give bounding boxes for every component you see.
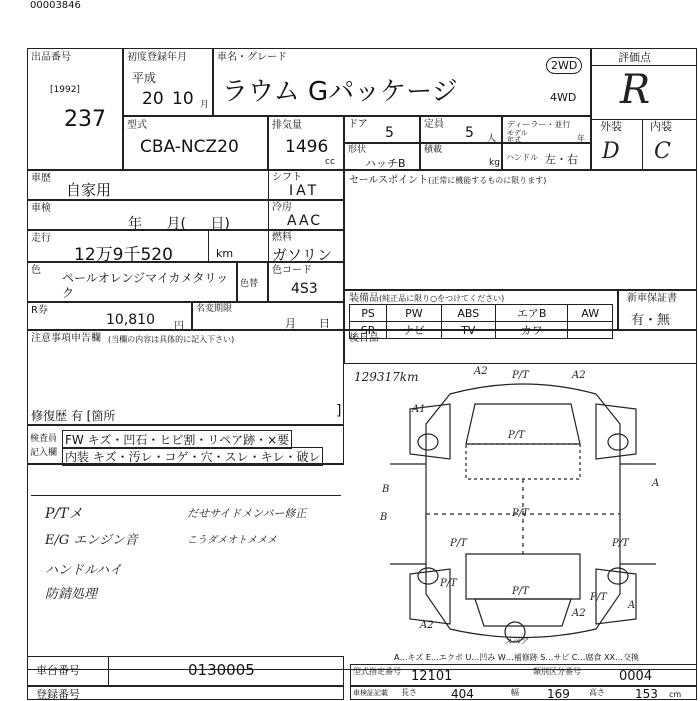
reg-label: 初度登録年月	[127, 52, 187, 63]
hw-left-2: E/G エンジン音	[45, 533, 138, 548]
doors-value: 5	[385, 125, 394, 141]
lot-label: 出品番号	[31, 52, 71, 63]
repair-value: 有 [箇所	[70, 409, 116, 423]
load-cell	[420, 143, 502, 170]
cap-value: 5	[465, 125, 474, 141]
recycle-value: 10,810	[106, 312, 155, 328]
hw-diag-6: P/T	[512, 508, 529, 519]
equip-cell	[344, 290, 618, 337]
class-label: 類別区分番号	[533, 667, 581, 676]
model-code-label: 型式指定番号	[353, 667, 401, 676]
doors-label: ドア	[348, 119, 368, 130]
drive-4wd: 4WD	[550, 91, 577, 104]
warranty-cell	[618, 290, 697, 330]
disp-label: 排気量	[272, 120, 302, 131]
fuel-value: ガソリン	[272, 246, 333, 264]
color-code-value: 4S3	[291, 281, 318, 297]
fuel-label: 燃料	[272, 232, 292, 243]
dealer-cell	[502, 116, 591, 143]
length-label: 長さ	[401, 688, 417, 697]
notes-sub: (当欄の内容は具体的に記入下さい)	[108, 335, 235, 344]
cap-unit: 人	[487, 134, 497, 144]
equip-label: 装備品	[349, 293, 379, 304]
model-year-unit: 年	[577, 134, 585, 143]
handle-label: ハンドル	[506, 153, 538, 162]
hw-left-4: 防錆処理	[45, 587, 98, 602]
fuel-cell	[268, 230, 344, 262]
mileage-value: 12万9千520	[74, 245, 173, 265]
hw-diag-2: P/T	[512, 370, 529, 381]
name-change-day: 日	[319, 317, 330, 330]
doors-cell	[344, 116, 420, 143]
class-value: 0004	[619, 669, 653, 684]
wheel-rl-icon	[418, 568, 438, 584]
eval-score: R	[620, 67, 651, 113]
model-code-value: 12101	[411, 669, 453, 684]
height-label: 高さ	[589, 688, 605, 697]
length-value: 404	[451, 687, 474, 701]
equip-tv: TV	[441, 322, 495, 339]
chassis-label: 車台番号	[36, 664, 80, 677]
category-label: 車歴	[31, 173, 51, 184]
recycle-cell	[27, 302, 192, 330]
insp-label: 車検	[31, 203, 51, 214]
repair-row	[31, 407, 115, 424]
shift-value: IAT	[289, 183, 320, 199]
disp-value: 1496	[285, 137, 329, 157]
inspector-label2: 記入欄	[30, 448, 58, 458]
name-change-month: 月	[285, 317, 296, 330]
chassis-cell	[27, 656, 344, 686]
regno-label: 登録番号	[36, 688, 80, 701]
aircon-value: AAC	[287, 213, 323, 229]
repair-bracket: ]	[336, 403, 342, 419]
shift-label: シフト	[272, 172, 302, 183]
reg-year: 20	[142, 89, 164, 109]
inspector-cell	[27, 425, 344, 465]
notes-label: 注意事項申告欄	[31, 333, 101, 344]
hw-diag-16: A	[628, 600, 636, 611]
dealer-label: ディーラー・並行	[507, 120, 571, 129]
disp-unit: cc	[325, 157, 335, 167]
hw-diag-9: A	[652, 478, 660, 489]
category-cell	[27, 170, 269, 200]
sales-label-row	[349, 175, 546, 186]
shift-cell	[268, 170, 344, 200]
shape-value: ハッチB	[365, 157, 406, 170]
color-change-cell	[237, 262, 268, 302]
hw-diag-13: A2	[420, 620, 434, 631]
regno-cell	[27, 686, 344, 700]
repair-label: 修復歴	[31, 409, 68, 423]
width-label: 幅	[511, 688, 519, 697]
equip-navi: ナビ	[387, 322, 442, 339]
cap-label: 定員	[424, 119, 444, 130]
hw-diag-18: スペア	[504, 637, 528, 646]
header-serial: 00003846	[30, 0, 81, 11]
handwritten-notes	[27, 465, 344, 655]
handle-cell	[502, 143, 591, 170]
model-value: CBA-NCZ20	[140, 137, 239, 157]
car-label: 車名・グレード	[217, 52, 287, 63]
width-value: 169	[547, 687, 570, 701]
insp-cell	[27, 200, 269, 230]
eval-label: 評価点	[618, 51, 651, 64]
color-value: ペールオレンジマイカメタリック	[62, 271, 229, 300]
disp-cell	[268, 116, 344, 170]
aircon-label: 冷房	[272, 202, 292, 213]
equip-abs: ABS	[441, 305, 495, 322]
height-value: 153	[635, 687, 658, 701]
eval-ext-label: 外装	[600, 120, 622, 133]
color-label: 色	[31, 265, 41, 276]
hw-diag-4: A1	[412, 404, 426, 415]
reg-cell	[123, 48, 213, 116]
equip-leather: カワ	[495, 322, 567, 339]
mileage-cell	[27, 230, 269, 265]
reg-era: 平成	[132, 71, 157, 85]
divider	[642, 119, 643, 171]
eval-int-label: 内装	[650, 120, 672, 133]
dims-label: 車検証記載	[353, 689, 388, 697]
color-code-label: 色コード	[272, 265, 312, 276]
hw-diag-17: A2	[572, 608, 586, 619]
insp-value: 年 月( 日)	[128, 216, 230, 232]
category-value: 自家用	[66, 181, 112, 199]
hw-mileage: 129317km	[354, 370, 419, 384]
eval-cell	[591, 48, 697, 170]
inspector-row1: FW キズ・凹石・ヒビ割・リペア跡・×要	[62, 430, 292, 449]
dims-unit: cm	[669, 690, 682, 699]
cap-cell	[420, 116, 502, 143]
equip-airbag: エアB	[495, 305, 567, 322]
sales-sub: (正常に機能するものに限ります)	[428, 176, 547, 185]
chassis-value: 0130005	[188, 661, 255, 679]
equip-pw: PW	[387, 305, 442, 322]
hw-diag-5: P/T	[508, 430, 525, 441]
equip-label-row	[349, 293, 504, 304]
divider	[592, 65, 696, 66]
sales-cell	[344, 170, 697, 290]
equip-ps: PS	[350, 305, 387, 322]
sales-label: セールスポイント	[349, 175, 429, 186]
shape-cell	[344, 143, 420, 170]
hw-diag-8: B	[380, 512, 388, 523]
model-code-cell	[350, 664, 697, 686]
dims-cell	[350, 686, 697, 700]
drive-2wd: 2WD	[546, 57, 582, 74]
color-cell	[27, 262, 237, 302]
hw-diag-10: P/T	[450, 538, 467, 549]
mileage-unit: km	[216, 247, 234, 260]
model-label: 型式	[127, 120, 147, 131]
lot-number: 237	[64, 107, 106, 132]
warranty-value: 有・無	[631, 313, 671, 328]
handle-value: 左・右	[545, 153, 578, 166]
car-name: ラウム Gパッケージ	[222, 77, 458, 107]
wheel-rr-icon	[608, 568, 628, 584]
model-year-label: モデル年式	[507, 129, 528, 144]
recycle-label: R券	[31, 305, 48, 316]
equip-sr: SR	[350, 322, 387, 339]
hw-diag-11: P/T	[612, 538, 629, 549]
divider	[208, 231, 209, 261]
hw-diag-1: A2	[474, 366, 488, 377]
mileage-label: 走行	[31, 233, 51, 244]
name-change-label: 名変期限	[196, 304, 233, 314]
lot-year: [1992]	[50, 85, 80, 95]
hw-diag-14: P/T	[440, 578, 457, 589]
hw-diag-7: B	[382, 484, 390, 495]
hw-center-1: だせサイドメンバー修正	[187, 507, 307, 520]
notes-cell	[27, 330, 344, 425]
rule	[31, 495, 341, 496]
name-change-cell	[192, 302, 344, 330]
wheel-fl-icon	[418, 434, 438, 450]
hw-diag-15: P/T	[590, 592, 607, 603]
color-change-label: 色替	[240, 279, 259, 289]
aftermarket-cell	[344, 330, 697, 364]
shape-label: 形状	[348, 145, 367, 155]
reg-month-unit: 月	[200, 100, 210, 110]
inspector-label1: 検査員	[30, 434, 58, 444]
damage-legend: A…キズ E…エクボ U…凹み W…補修跡 S…サビ C…腐食 XX…交換	[394, 653, 640, 662]
aircon-cell	[268, 200, 344, 230]
warranty-label: 新車保証書	[627, 293, 677, 304]
load-unit: kg	[489, 158, 500, 168]
hw-diag-12: P/T	[512, 586, 529, 597]
aftermarket-label: 後日品	[349, 333, 379, 344]
lot-cell	[27, 48, 123, 170]
eval-int: C	[654, 139, 671, 164]
hw-left-3: ハンドルハイ	[45, 563, 123, 578]
equip-aw: AW	[568, 305, 613, 322]
load-label: 積載	[424, 145, 443, 155]
model-cell	[123, 116, 268, 170]
inspector-row2: 内装 キズ・汚レ・コゲ・穴・スレ・キレ・破レ	[62, 447, 323, 466]
reg-month: 10	[172, 89, 194, 109]
car-cell	[213, 48, 591, 116]
hw-diag-3: A2	[572, 370, 586, 381]
hw-center-2: こうダメオトメメメ	[187, 535, 277, 546]
recycle-unit: 円	[174, 321, 184, 332]
color-code-cell	[268, 262, 344, 302]
divider	[108, 657, 109, 685]
equip-sub: (純正品に限り○をつけてください)	[379, 294, 505, 303]
hw-left-1: P/Tメ	[45, 506, 83, 522]
wheel-fr-icon	[608, 434, 628, 450]
eval-ext: D	[602, 139, 620, 164]
